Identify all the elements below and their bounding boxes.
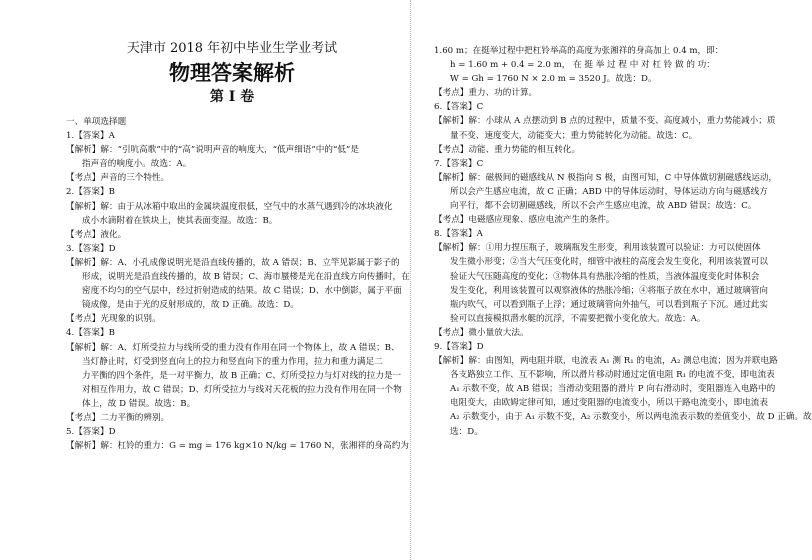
text-line: 【解析】解：杠铃的重力：G = mg = 176 kg×10 N/kg = 1760 N，张湘祥的身高约为	[66, 441, 409, 452]
text-line: 验可以直接模拟潜水艇的沉浮，不需要把微小变化放大。故选：A。	[450, 313, 706, 324]
right-body	[434, 44, 812, 439]
text-line: 【考点】二力平衡的辨别。	[66, 412, 170, 423]
left-column	[66, 0, 410, 453]
text-line: 【解析】解：①用力捏压瓶子，玻璃瓶发生形变，利用该装置可以验证：力可以使固体	[434, 243, 761, 254]
right-column	[434, 0, 812, 439]
text-line: 验证大气压随高度的变化；③物体具有热胀冷缩的性质，当液体温度变化时体积会	[450, 271, 760, 282]
text-line: A₁ 示数不变，故 AB 错误；当滑动变阻器的滑片 P 向右滑动时，变阻器连入电路中的	[450, 384, 776, 395]
text-line: 5.【答案】D	[66, 427, 116, 438]
text-line: 所以会产生感应电流，故 C 正确；ABD 中的导体运动时，导体运动方向与磁感线方	[450, 186, 768, 197]
text-line: 【解析】解：磁极间的磁感线从 N 极指向 S 极，由图可知，C 中导体做切割磁感线运动，	[434, 172, 778, 183]
text-line: 【解析】解：A、灯所受拉力与线所受的重力没有作用在同一个物体上，故 A 错误；B、	[66, 342, 400, 353]
text-line: 【考点】液化。	[66, 229, 127, 240]
text-line: 镜成像，是由于光的反射形成的，故 D 正确。故选：D。	[82, 300, 299, 311]
text-line: 【考点】微小量放大法。	[434, 327, 529, 338]
left-body	[66, 115, 410, 453]
text-line: 【解析】解：由于从冰箱中取出的金属块温度很低，空气中的水蒸气遇到冷的冰块液化	[66, 201, 393, 212]
column-divider	[410, 0, 412, 560]
exam-title: 天津市 2018 年初中毕业生学业考试	[126, 41, 338, 56]
text-line: 密度不均匀的空气层中，经过折射造成的结果。故 C 错误；D、水中倒影，属于平面	[82, 286, 402, 297]
text-line: 选：D。	[450, 426, 483, 437]
text-line: 1.60 m；在挺举过程中把杠铃举高的高度为张湘祥的身高加上 0.4 m，即：	[434, 46, 724, 56]
text-line: 指声音的响度小。故选：A。	[82, 159, 192, 170]
text-line: 量不变、速度变大，动能变大；重力势能转化为动能。故选：C。	[450, 130, 698, 141]
text-line: 【考点】重力、功的计算。	[434, 88, 538, 99]
text-line: 发生微小形变；②当大气压变化时，细管中液柱的高度会发生变化，利用该装置可以	[450, 257, 768, 268]
text-line: 向平行，都不会切割磁感线，所以不会产生感应电流，故 ABD 错误；故选：C。	[450, 201, 757, 212]
text-line: 9.【答案】D	[434, 341, 484, 352]
text-line: W = Gh = 1760 N × 2.0 m = 3520 J。故选：D。	[450, 74, 657, 85]
text-line: 力平衡的四个条件，是一对平衡力，故 B 正确；C、灯所受拉力与灯对线的拉力是一	[82, 370, 402, 381]
text-line: 体上，故 D 错误。故选：B。	[82, 398, 196, 409]
doc-title: 物理答案解析	[169, 60, 295, 85]
page-header	[66, 40, 398, 107]
text-line: 当灯静止时，灯受到竖直向上的拉力和竖直向下的重力作用，拉力和重力满足二	[82, 356, 383, 367]
text-line: 6.【答案】C	[434, 102, 484, 113]
text-line: 4.【答案】B	[66, 328, 115, 339]
text-line: 发生变化，利用该装置可以观察液体的热胀冷缩；④将瓶子放在水中，通过玻璃管向	[450, 285, 768, 296]
text-line: 【解析】解：小球从 A 点摆动到 B 点的过程中，质量不变、高度减小，重力势能减小；质	[434, 116, 776, 127]
text-line: 【考点】动能、重力势能的相互转化。	[434, 144, 581, 155]
text-line: 【解析】解：“引吭高歌”中的“高”说明声音的响度大，“低声细语”中的“低”是	[66, 145, 359, 156]
text-line: 【考点】声音的三个特性。	[66, 173, 170, 184]
text-line: 对相互作用力，故 C 错误；D、灯所受拉力与线对天花板的拉力没有作用在同一个物	[82, 384, 402, 395]
text-line: 7.【答案】C	[434, 158, 484, 169]
text-line: 一、单项选择题	[66, 117, 127, 127]
text-line: 【解析】解：由图知，两电阻并联，电流表 A₁ 测 R₁ 的电流，A₂ 测总电流；因为并联电路	[434, 356, 778, 367]
text-line: 【考点】光现象的识别。	[66, 314, 161, 325]
text-line: 3.【答案】D	[66, 243, 116, 254]
text-line: 8.【答案】A	[434, 229, 483, 240]
text-line: A₂ 示数变小，由于 A₁ 示数不变，A₂ 示数变小，所以两电流表示数的差值变小，故 D 正确。故	[450, 412, 812, 423]
text-line: 【考点】电磁感应现象、感应电流产生的条件。	[434, 215, 615, 226]
text-line: 各支路独立工作、互不影响，所以滑片移动时通过定值电阻 R₁ 的电流不变，即电流表	[450, 370, 775, 381]
text-line: 成小水滴附着在铁块上，使其表面变湿。故选：B。	[82, 215, 278, 226]
text-line: 1.【答案】A	[66, 131, 115, 142]
text-line: 瓶内吹气，可以看到瓶子上浮；通过玻璃管向外抽气，可以看到瓶子下沉。通过此实	[450, 299, 768, 310]
volume-title: 第 Ⅰ 卷	[209, 89, 255, 105]
text-line: 【解析】解：A、小孔成像说明光是沿直线传播的，故 A 错误；B、立竿见影属于影子的	[66, 257, 400, 268]
text-line: 2.【答案】B	[66, 187, 115, 198]
text-line: 形成，说明光是沿直线传播的，故 B 错误；C、海市蜃楼是光在沿直线方向传播时，在	[82, 272, 410, 283]
text-line: h = 1.60 m + 0.4 = 2.0 m， 在 挺 举 过 程 中 对 杠 铃 做 的 功：	[450, 60, 715, 71]
text-line: 电阻变大，由欧姆定律可知，通过变阻器的电流变小，所以干路电流变小，即电流表	[450, 398, 768, 409]
